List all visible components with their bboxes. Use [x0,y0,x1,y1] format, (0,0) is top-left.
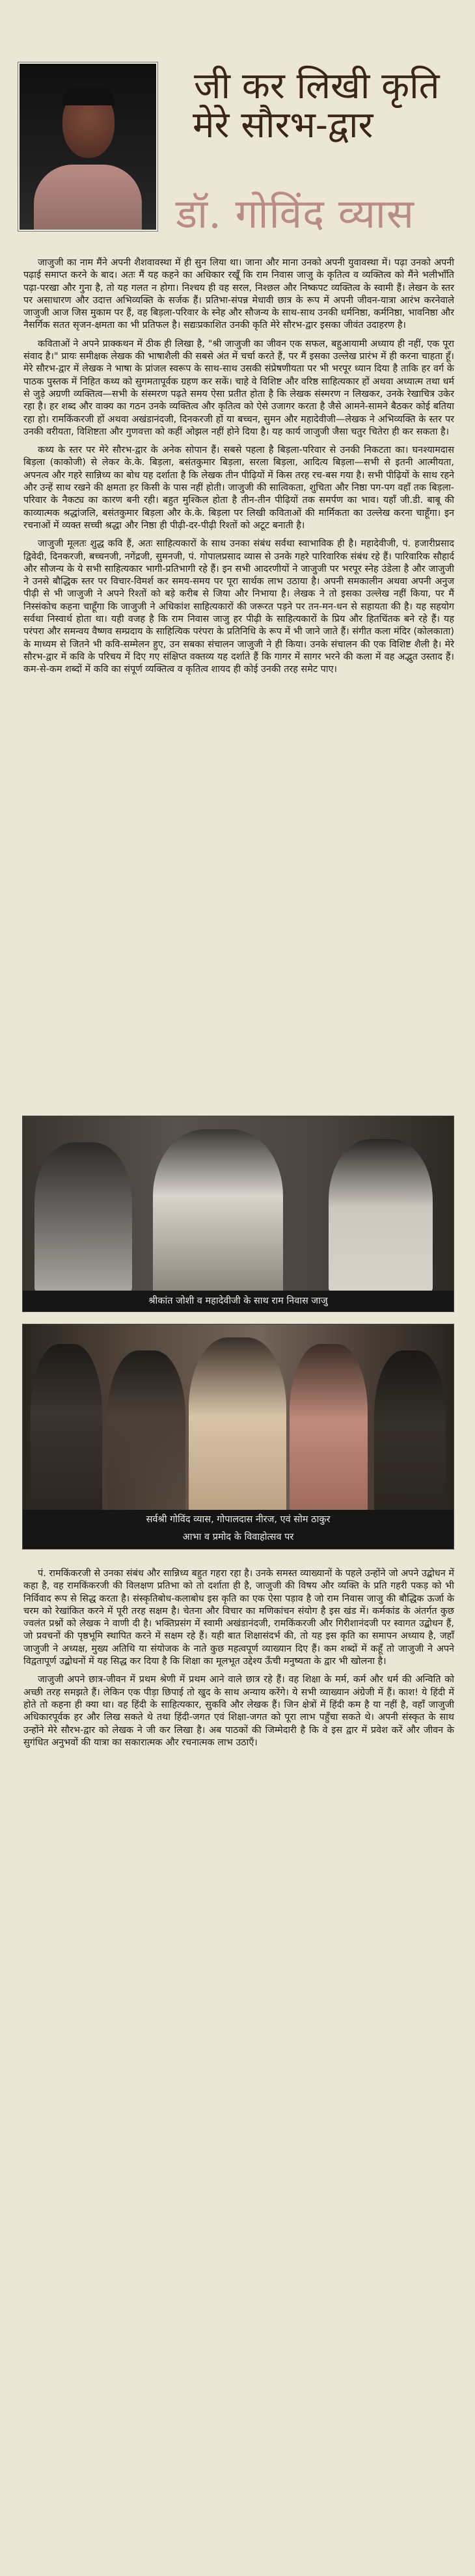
title-line-1: जी कर लिखी कृति [194,65,440,107]
paragraph: कविताओं ने अपने प्राक्कथन में ठीक ही लिखा है, "श्री जाजुजी का जीवन एक सफल, बहुआयामी अध्याय ही नहीं, एक पूरा संवाद है।" प्रायः समीक्षक लेखक की भाषाशैली की सबसे अंत में चर्चा करते हैं, पर मैं इसका उल्लेख प्रारंभ में ही करना चाहता हूँ। मेरे सौरभ-द्वार में लेखक ने भाषा के प्रांजल स्वरूप के साथ-साथ उसकी संप्रेषणीयता पर भी भरपूर ध्यान दिया है ताकि हर वर्ग के पाठक पुस्तक में निहित कथ्य को सुगमतापूर्वक ग्रहण कर सकें। चाहे वे विशिष्ट और वरिष्ठ साहित्यकार हों अथवा अध्यात्म तथा धर्म से जुड़े अग्रणी व्यक्तित्व—सभी के संस्मरण पढ़ते समय ऐसा प्रतीत होता है कि लेखक संस्मरण न लिखकर, उनके रेखाचित्र उकेर रहा है। हर शब्द और वाक्य का गठन उनके व्यक्तित्व और कृतित्व को ऐसे उजागर करता है जैसे आमने-सामने बैठकर कोई बतिया रहा हो। रामकिंकरजी हों अथवा अखंडानंदजी, दिनकरजी हों या बच्चन, सुमन और महादेवीजी—लेखक ने अभिव्यक्ति के स्तर पर उनकी वरीयता, विशिष्टता और गुणवत्ता को कहीं ओझल नहीं होने दिया है। यह कार्य जाजुजी जैसा चतुर चितेरा ही कर सकता है। [23,338,454,437]
photo-wedding-group [22,1324,454,1550]
article-body-part2 [23,1568,454,1755]
paragraph: जाजुजी अपने छात्र-जीवन में प्रथम श्रेणी में प्रथम आने वाले छात्र रहे हैं। वह शिक्षा के मर्म, कर्म और धर्म की अन्विति को अच्छी तरह समझते हैं। लेकिन एक पीड़ा छिपाई तो खुद के साथ अन्याय करेंगे। ये सभी व्याख्यान अंग्रेजी में हैं। काश! ये हिंदी में होते तो कहना ही क्या था। वह हिंदी के साहित्यकार, सुकवि और लेखक हैं। जिन क्षेत्रों में हिंदी कम है या नहीं है, वहाँ जाजुजी अधिकारपूर्वक हर और लिख सकते थे तथा हिंदी-जगत एवं शिक्षा-जगत को पूरा लाभ पहुँचा सकते थे। अपनी संस्कृत के साथ उन्होंने मेरे सौरभ-द्वार को लेखक ने जी कर लिखा है। अब पाठकों की जिम्मेदारी है कि वे इस द्वार में प्रवेश करें और जीवन के सुगंधित अनुभवों की यात्रा का सकारात्मक और रचनात्मक लाभ उठाएँ। [23,1674,454,1748]
paragraph: जाजुजी मूलतः शुद्ध कवि हैं, अतः साहित्यकारों के साथ उनका संबंध सर्वथा स्वाभाविक ही है। महादेवीजी, पं. हजारीप्रसाद द्विवेदी, दिनकरजी, बच्चनजी, नगेंद्रजी, सुमनजी, पं. गोपालप्रसाद व्यास से उनके गहरे पारिवारिक संबंध रहे हैं। पारिवारिक सौहार्द और सौजन्य के ये सभी साहित्यकार भागी-प्रतिभागी रहे हैं। इन सभी आदरणीयों ने जाजुजी पर भरपूर स्नेह उंडेला है और जाजुजी ने उनसे बौद्धिक स्तर पर विचार-विमर्श कर समय-समय पर पूरा सार्थक लाभ उठाया है। अपनी समकालीन अथवा अपनी अनुज पीढ़ी से भी जाजुजी ने अपने रिश्तों को बड़े करीब से जिया और निभाया है। लेखक ने तो इसका उल्लेख नहीं किया, पर मैं निस्संकोच कहना चाहूँगा कि जाजुजी ने अधिकांश साहित्यकारों की जरूरत पड़ने पर तन-मन-धन से सहायता की है। यह सहयोग सर्वथा निस्वार्थ होता था। यही वजह है कि राम निवास जाजु हर पीढ़ी के साहित्यकारों के प्रिय और हितचिंतक बने रहे हैं। यह परंपरा और समन्वय वैष्णव सम्प्रदाय के साहित्यिक परंपरा के प्रतिनिधि के रूप में भी जाने जाते हैं। संगीत कला मंदिर (कोलकाता) के माध्यम से जितने भी कवि-सम्मेलन हुए, उन सबका संचालन जाजुजी ने ही किया। उनके संचालन की एक विशिष्ट शैली है। मेरे सौरभ-द्वार में कवि के परिचय में दिए गए संक्षिप्त वक्तव्य यह दर्शाते हैं कि गागर में सागर भरने की कला में वह अद्भुत उस्ताद हैं। कम-से-कम शब्दों में कवि का संपूर्ण व्यक्तित्व व कृतित्व शायद ही कोई उनकी तरह समेट पाए। [23,539,454,675]
photo-caption-line-1: सर्वश्री गोविंद व्यास, गोपालदास नीरज, एवं सोम ठाकुर [146,1514,331,1525]
paragraph: जाजुजी का नाम मैंने अपनी शैशवावस्था में ही सुन लिया था। जाना और माना उनको अपनी युवावस्था में। पढ़ा उनको अपनी पढ़ाई समाप्त करने के बाद। अतः मैं यह कहने का अधिकार रखूँ कि राम निवास जाजु के कृतित्व व व्यक्तित्व को मैंने भलीभाँति पढ़ा-परखा और गुना है, तो यह गलत न होगा। निश्चय ही वह सरल, निश्छल और निष्कपट व्यक्तित्व के स्वामी हैं। लेखन के स्तर पर असाधारण और उदात्त अभिव्यक्ति के सर्जक हैं। प्रतिभा-संपन्न मेधावी छात्र के रूप में अपनी जीवन-यात्रा आरंभ करनेवाले जाजुजी आज जिस मुकाम पर हैं, वह बिड़ला-परिवार के स्नेह और सौजन्य के साथ-साथ उनकी धर्मनिष्ठा, कर्मनिष्ठा, भावनिष्ठा और नैसर्गिक सतत सृजन-क्षमता का भी प्रतिफल है। सद्यःप्रकाशित उनकी कृति मेरे सौरभ-द्वार इसका जीवंत उदाहरण है। [23,258,455,331]
article-body-part1 [23,257,454,682]
title-line-2: मेरे सौरभ-द्वार [193,104,373,146]
photo-caption-block [23,1510,454,1549]
photo-caption: श्रीकांत जोशी व महादेवीजी के साथ राम निवास जाजु [23,1291,454,1311]
author-name: डॉ. गोविंद व्यास [176,190,414,237]
paragraph: कथ्य के स्तर पर मेरे सौरभ-द्वार के अनेक सोपान हैं। सबसे पहला है बिड़ला-परिवार से उनकी निकटता का। घनश्यामदास बिड़ला (काकोजी) से लेकर के.के. बिड़ला, बसंतकुमार बिड़ला, सरला बिड़ला, आदित्य बिड़ला—सभी से इतनी आत्मीयता, अपनत्व और गहरे सान्निध्य का बोध यह दर्शाता है कि लेखक तीन पीढ़ियों में किस तरह रच-बस गया है। सभी पीढ़ियों के साथ रहने और उन्हें साथ रखने की क्षमता हर किसी के पास नहीं होती। जाजुजी की सात्विकता, शुचिता और निष्ठा पग-पग वहाँ तक बिड़ला-परिवार के नैकट्य का कारण बनी रही। बहुत मुश्किल होता है तीन-तीन पीढ़ियों तक समर्पण का भाव। यहाँ जी.डी. बाबू की काव्यात्मक श्रद्धांजलि, बसंतकुमार बिड़ला और के.के. बिड़ला पर लिखी कविताओं की मार्मिकता का उल्लेख करना चाहूँगा। इन रचनाओं में व्यक्त सच्ची श्रद्धा और निष्ठा ही पीढ़ी-दर-पीढ़ी रिश्तों को अटूट बनाती है। [23,445,454,531]
photo-caption-line-2: आभा व प्रमोद के विवाहोत्सव पर [182,1532,294,1542]
photo-jajuji-with-mahadevi [22,1116,454,1312]
paragraph: पं. रामकिंकरजी से उनका संबंध और सान्निध्य बहुत गहरा रहा है। उनके समस्त व्याख्यानों के पहले उन्होंने जो अपने उद्बोधन में कहा है, वह रामकिंकरजी की विलक्षण प्रतिभा को तो दर्शाता ही है, जाजुजी की विषय और व्यक्ति के प्रति गहरी पकड़ को भी निर्विवाद रूप से सिद्ध करता है। संस्कृतिबोध-कलाबोध इस कृति का एक ऐसा पड़ाव है जो राम निवास जाजु की बौद्धिक ऊर्जा के चरम को रेखांकित करने में पूरी तरह सक्षम है। चेतना और विचार का मणिकांचन संयोग है इस खंड में। कर्मकांड के अंतर्गत कुछ ज्वलंत प्रश्नों को लेखक ने वाणी दी है। भक्तिप्रसंग में स्वामी अखंडानंदजी, रामकिंकरजी और गिरीशानंदजी पर स्वागत उद्बोधन हैं, जो प्रवचनों की पृष्ठभूमि स्थापित करने में सक्षम रहे हैं। यही बात शिक्षासंदर्भ की, तो यह इस कृति का समापन अध्याय है, जहाँ जाजुजी ने अध्यक्ष, मुख्य अतिथि या संयोजक के नाते कुछ महत्वपूर्ण व्याख्यान दिए हैं। कम शब्दों में कहूँ तो जाजुजी ने अपने विद्वतापूर्ण उद्बोधनों में यह सिद्ध कर दिया है कि शिक्षा का मूलभूत उद्देश्य ऊँची मनुष्यता के द्वार भी खोलना है। [23,1568,454,1667]
